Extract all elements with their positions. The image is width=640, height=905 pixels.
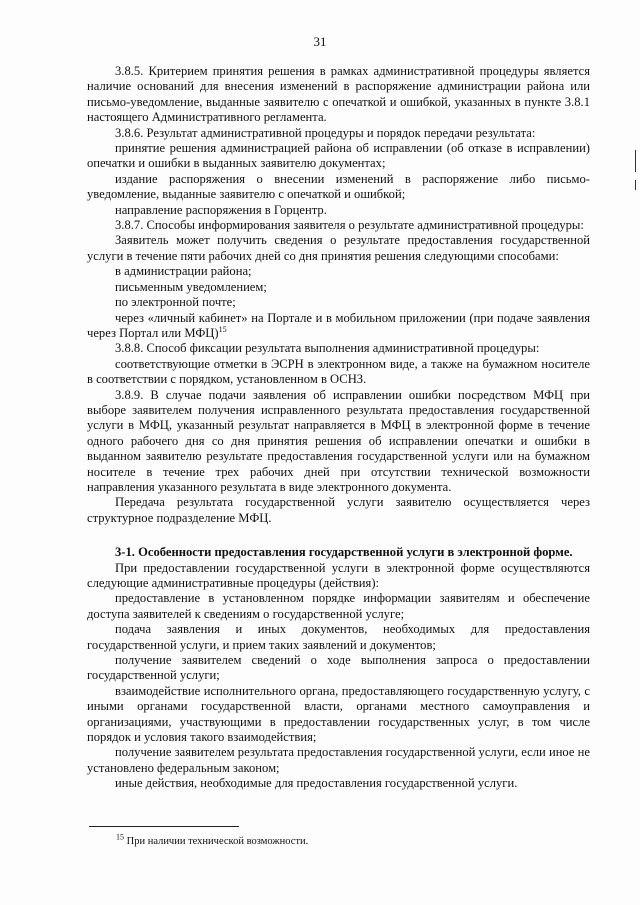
paragraph [87,295,590,310]
paragraph [87,311,590,342]
footnote-mark: 15 [116,832,124,842]
paragraph [87,172,590,203]
paragraph-text: соответствующие отметки в ЭСРН в электронном виде, а также на бумажном носителе в соответствии с порядком, установленном в ОСНЗ. [87,356,590,387]
paragraph-text: Передача результата государственной услуги заявителю осуществляется через структурное подразделение МФЦ. [87,495,590,525]
paragraph-text: 3.8.5. Критерием принятия решения в рамках административной процедуры является наличие оснований для внесения изменений в распоряжение администрации района или письмо-уведомление, выданные заявителю с опечаткой и ошибкой, указанных в пункте 3.8.1 настоящего Административного регламента. [87,64,590,125]
paragraph-text: в администрации района; [115,264,252,279]
paragraph [87,745,590,776]
paragraph-text: письменным уведомлением; [115,279,267,294]
paragraph [87,495,590,526]
paragraph-text: направление распоряжения в Горцентр. [115,202,327,217]
paragraph-text: получение заявителем сведений о ходе выполнения запроса о предоставлении государственной услуги; [87,653,590,683]
paragraph-text: принятие решения администрацией района об исправлении (об отказе в исправлении) опечатки и ошибки в выданных заявителю документах; [87,141,590,171]
page-number: 31 [313,34,327,49]
paragraph-text: взаимодействие исполнительного органа, предоставляющего государственную услугу, с иными органами государственной власти, органами местного самоуправления и организациями, участвующими в предоставлении государственных услуг, в том числе порядок и условия такого взаимодействия; [87,683,590,745]
paragraph-text: 3-1. Особенности предоставления государственной услуги в электронной форме. [115,545,573,560]
paragraph [87,622,590,653]
paragraph-text: издание распоряжения о внесении изменений в распоряжение либо письмо-уведомление, выданные заявителю с опечаткой и ошибкой; [87,171,590,202]
paragraph-text: иные действия, необходимые для предоставления государственной услуги. [115,776,518,791]
footnote-divider [89,826,239,827]
section-heading [87,545,590,560]
paragraph [87,218,590,233]
paragraph [87,561,590,592]
paragraph-text: 3.8.6. Результат административной процедуры и порядок передачи результата: [115,125,536,140]
document-body [87,64,590,792]
section-gap [87,526,590,545]
paragraph [87,653,590,684]
paragraph [87,233,590,264]
footnote-text: При наличии технической возможности. [126,836,309,847]
paragraph-text: При предоставлении государственной услуги в электронной форме осуществляются следующие административные процедуры (действия): [87,560,590,590]
paragraph-text: 3.8.7. Способы информирования заявителя о результате административной процедуры: [115,218,584,233]
paragraph [87,388,590,496]
paragraph-text: предоставление в установленном порядке информации заявителям и обеспечение доступа заявителей к сведениям о государственной услуге; [87,591,590,621]
paragraph-text: 3.8.9. В случае подачи заявления об исправлении ошибки посредством МФЦ при выборе заявителем получения исправленного результата предоставления государственной услуги в МФЦ, указанный результат направляется в МФЦ в электронной форме в течение одного рабочего дня со дня принятия решения об исправлении опечатки и ошибки в выданном заявителю результате предоставления государственной услуги или на бумажном носителе в течение трех рабочих дней при отсутствии технической возможности направления указанного результата в виде электронного документа. [87,387,590,494]
paragraph [87,341,590,356]
paragraph [87,203,590,218]
paragraph [87,126,590,141]
paragraph-text: через «личный кабинет» на Портале и в мобильном приложении (при подаче заявления через Портал или МФЦ) [87,310,590,340]
paragraph [87,684,590,746]
paragraph-text: по электронной почте; [115,295,236,310]
paragraph [87,280,590,295]
paragraph [87,141,590,172]
paragraph [87,776,590,791]
paragraph [87,357,590,388]
paragraph-text: Заявитель может получить сведения о результате предоставления государственной услуги в течение пяти рабочих дней со дня принятия решения следующими способами: [87,233,590,263]
paragraph [87,591,590,622]
paragraph [87,64,590,126]
paragraph-text: получение заявителем результата предоставления государственной услуги, если иное не установлено федеральным законом; [87,745,590,775]
scan-artifact [635,180,636,190]
paragraph [87,264,590,279]
paragraph-text: 3.8.8. Способ фиксации результата выполнения административной процедуры: [115,341,540,356]
footnote [116,832,309,847]
footnote-reference: 15 [218,324,227,334]
paragraph-text: подача заявления и иных документов, необходимых для предоставления государственной услуги, и прием таких заявлений и документов; [87,622,590,652]
scan-artifact [635,150,636,172]
